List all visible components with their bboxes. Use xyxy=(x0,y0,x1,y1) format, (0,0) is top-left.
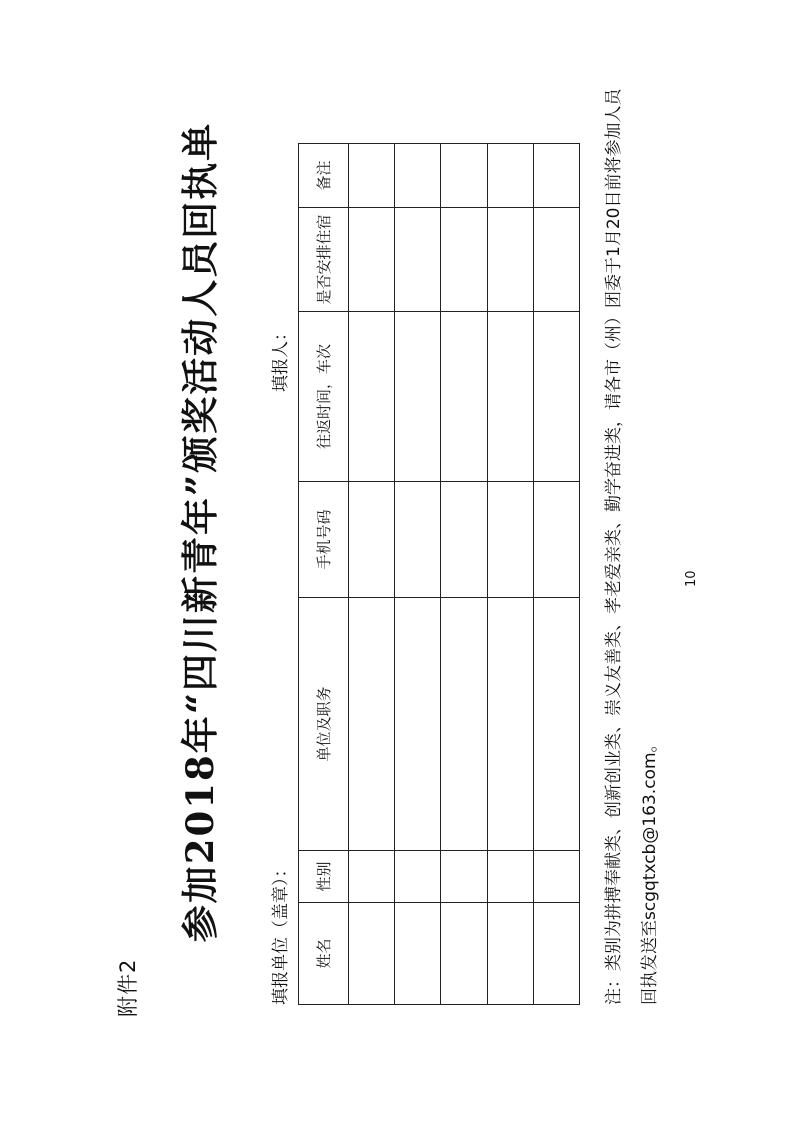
table-cell[interactable] xyxy=(441,482,487,598)
attachment-label: 附件2 xyxy=(116,958,140,1017)
header-name: 姓名 xyxy=(299,903,349,1005)
table-row xyxy=(441,144,487,1005)
table-cell[interactable] xyxy=(395,312,441,482)
table-cell[interactable] xyxy=(349,903,395,1005)
page-number: 10 xyxy=(684,570,699,587)
table-header-row xyxy=(299,144,349,1005)
table-row xyxy=(349,144,395,1005)
fill-person-label: 填报人： xyxy=(271,324,291,392)
table-cell[interactable] xyxy=(487,851,533,903)
footnote-line-1: 注：类别为拼搏奉献类、创新创业类、崇义友善类、孝老爱亲类、勤学奋进类，请各市（州）团委于1月20日前将参加人员 xyxy=(604,88,624,1005)
table-cell[interactable] xyxy=(533,598,579,851)
table-cell[interactable] xyxy=(349,208,395,312)
table-cell[interactable] xyxy=(395,851,441,903)
table-row xyxy=(395,144,441,1005)
table-cell[interactable] xyxy=(395,208,441,312)
table-cell[interactable] xyxy=(487,598,533,851)
table-cell[interactable] xyxy=(487,903,533,1005)
footnote-line-2: 回执发送至scgqtxcb@163.com。 xyxy=(640,735,660,1005)
table-cell[interactable] xyxy=(441,598,487,851)
header-gender: 性别 xyxy=(299,851,349,903)
table-cell[interactable] xyxy=(395,482,441,598)
table-cell[interactable] xyxy=(533,144,579,208)
header-travel-time: 往返时间，车次 xyxy=(299,312,349,482)
table-row xyxy=(533,144,579,1005)
table-cell[interactable] xyxy=(395,598,441,851)
table-cell[interactable] xyxy=(441,312,487,482)
table-row xyxy=(487,144,533,1005)
header-accommodation: 是否安排住宿 xyxy=(299,208,349,312)
table-cell[interactable] xyxy=(533,208,579,312)
table-cell[interactable] xyxy=(487,144,533,208)
table-cell[interactable] xyxy=(349,312,395,482)
footnote xyxy=(596,88,668,1005)
table-cell[interactable] xyxy=(487,482,533,598)
table-cell[interactable] xyxy=(441,851,487,903)
table-cell[interactable] xyxy=(395,144,441,208)
table-cell[interactable] xyxy=(533,851,579,903)
page-title: 参加2018年“四川新青年”颁奖活动人员回执单 xyxy=(178,121,222,943)
table-cell[interactable] xyxy=(349,851,395,903)
table-cell[interactable] xyxy=(533,312,579,482)
receipt-table xyxy=(298,143,580,1005)
table-cell[interactable] xyxy=(533,482,579,598)
header-unit-position: 单位及职务 xyxy=(299,598,349,851)
table-cell[interactable] xyxy=(441,144,487,208)
table-cell[interactable] xyxy=(533,903,579,1005)
header-remarks: 备注 xyxy=(299,144,349,208)
fill-unit-label: 填报单位（盖章）： xyxy=(271,860,291,1005)
table-cell[interactable] xyxy=(487,208,533,312)
table-cell[interactable] xyxy=(487,312,533,482)
header-phone: 手机号码 xyxy=(299,482,349,598)
table-cell[interactable] xyxy=(349,598,395,851)
table-cell[interactable] xyxy=(441,208,487,312)
table-cell[interactable] xyxy=(395,903,441,1005)
table-cell[interactable] xyxy=(349,144,395,208)
table-cell[interactable] xyxy=(349,482,395,598)
table-cell[interactable] xyxy=(441,903,487,1005)
